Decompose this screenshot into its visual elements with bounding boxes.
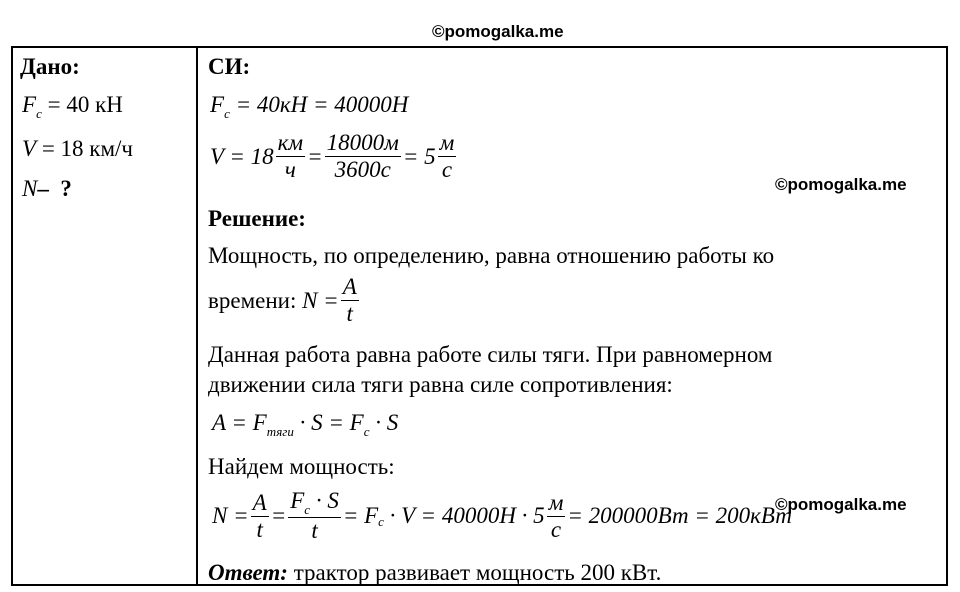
para-work-1: Данная работа равна работе силы тяги. При равномерном: [208, 342, 773, 367]
watermark: ©pomogalka.me: [775, 175, 907, 194]
si-heading: СИ:: [208, 54, 251, 79]
watermark: ©pomogalka.me: [775, 495, 907, 514]
para-power-definition: времени: N = $\frac{A}{t}$: [208, 274, 357, 326]
para-work-2: движении сила тяги равна силе сопротивления:: [208, 372, 673, 397]
si-speed-formula: V = 18 $\frac{км}{ч}$ = $\frac{18000м}{3600с}$ = 5 $\frac{м}{с}$: [210, 130, 455, 182]
solution-heading: Решение:: [208, 206, 306, 231]
given-heading: Дано:: [20, 54, 80, 79]
si-force: $F_c = 40кН = 40000Н$: [210, 92, 409, 121]
work-formula: $A = F_{тяги} \cdot S = F_c \cdot S$: [212, 410, 399, 439]
given-speed: V = 18 км/ч: [22, 136, 133, 161]
para-definition: Мощность, по определению, равна отношению работы ко: [208, 243, 775, 268]
watermark: ©pomogalka.me: [432, 22, 564, 41]
para-find-power: Найдем мощность:: [208, 454, 395, 479]
power-formula: N = $\frac{A}{t}$ = $\frac{F_c \cdot S}{t}$ = F c · V = 40000Н · 5 $\frac{м}{с}$ = 200000Вт = 200кВт: [212, 488, 792, 543]
given-force: $F_c = 40$ кН: [22, 92, 123, 121]
column-divider: [196, 46, 198, 586]
answer-label: Ответ:: [208, 560, 288, 585]
answer-text: трактор развивает мощность 200 кВт.: [293, 560, 662, 585]
given-unknown: N– ?: [22, 176, 72, 201]
answer-line: [208, 560, 661, 586]
